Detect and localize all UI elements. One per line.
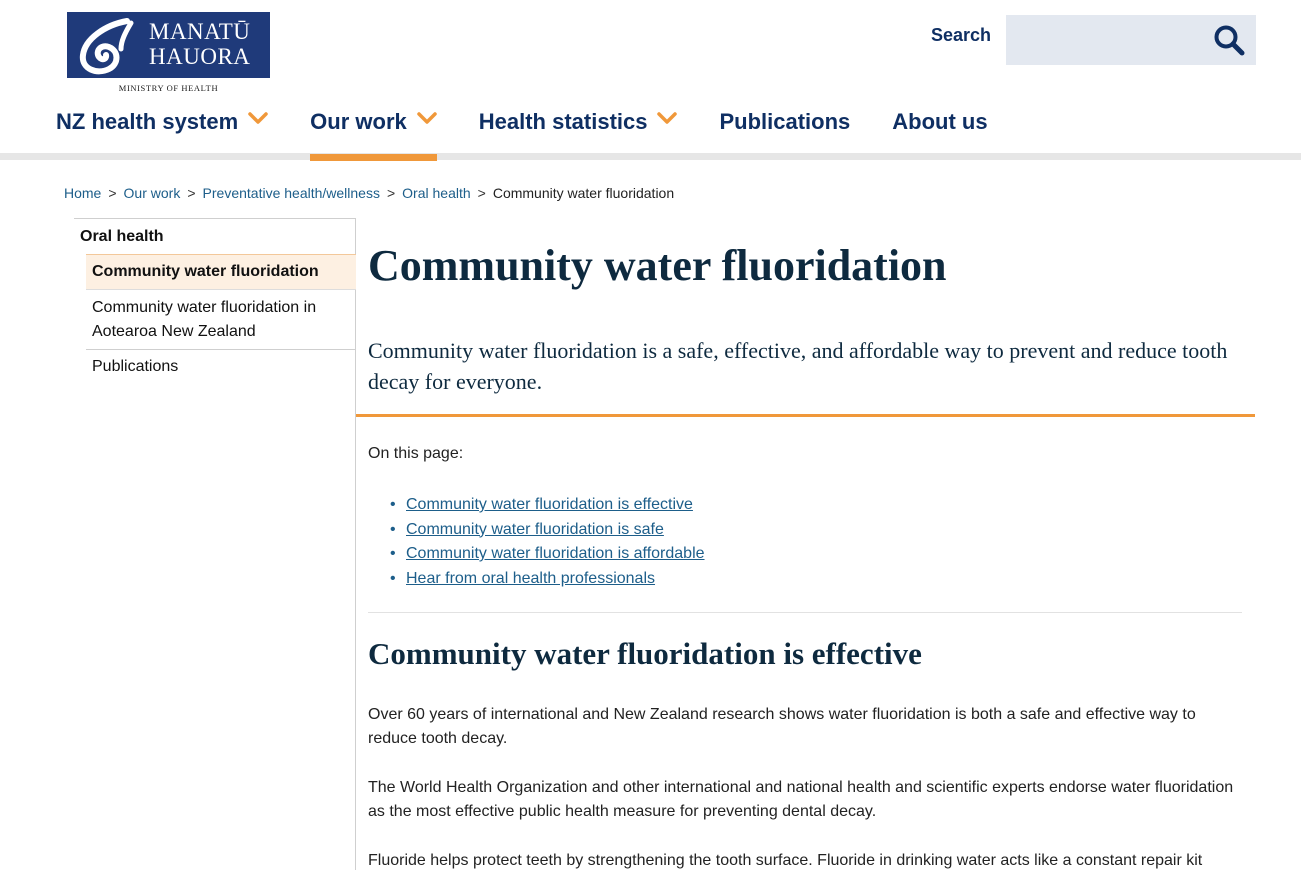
nav-item-label: Our work xyxy=(310,109,407,134)
chevron-down-icon xyxy=(417,111,437,125)
body-paragraph: The World Health Organization and other international and national health and scientific experts endorse water fluoridation as the most effective public health measure for preventing dental decay. xyxy=(368,779,1234,820)
chevron-down-icon xyxy=(248,111,268,125)
breadcrumb xyxy=(64,185,674,201)
toc-item xyxy=(388,542,705,567)
breadcrumb-our-work[interactable]: Our work xyxy=(123,185,181,201)
on-this-page-label: On this page: xyxy=(368,445,464,462)
search-button[interactable] xyxy=(1210,21,1248,59)
lead-divider xyxy=(356,414,1255,417)
search-icon xyxy=(1213,24,1245,56)
toc-item xyxy=(388,518,705,543)
toc-link-safe[interactable]: Community water fluoridation is safe xyxy=(406,520,664,538)
toc-item xyxy=(388,567,705,592)
sidebar-item-community-water-fluoridation[interactable]: Community water fluoridation xyxy=(86,254,356,290)
breadcrumb-separator: > xyxy=(108,185,117,201)
page-title: Community water fluoridation xyxy=(368,241,947,290)
search-input[interactable] xyxy=(1006,15,1206,65)
nav-item-our-work[interactable] xyxy=(310,105,437,161)
sidebar-item-fluoridation-aotearoa[interactable]: Community water fluoridation in Aotearoa New Zealand xyxy=(86,296,356,350)
sidebar-title[interactable]: Oral health xyxy=(80,228,164,245)
breadcrumb-preventative-health[interactable]: Preventative health/wellness xyxy=(202,185,380,201)
toc-link-effective[interactable]: Community water fluoridation is effective xyxy=(406,496,693,513)
search-label: Search xyxy=(931,25,992,45)
koru-logo-icon xyxy=(75,17,143,75)
nav-item-health-statistics[interactable] xyxy=(479,105,678,161)
breadcrumb-home[interactable]: Home xyxy=(64,185,102,201)
toc-link-affordable[interactable]: Community water fluoridation is affordable xyxy=(406,545,705,562)
logo-line-1: MANATŪ xyxy=(149,19,251,44)
body-paragraph: Over 60 years of international and New Zealand research shows water fluoridation is both a safe and effective way to reduce tooth decay. xyxy=(368,706,1196,747)
lead-paragraph: Community water fluoridation is a safe, effective, and affordable way to prevent and reduce tooth decay for everyone. xyxy=(368,338,1228,394)
nav-item-about-us[interactable] xyxy=(892,105,987,161)
nav-item-label: NZ health system xyxy=(56,109,239,134)
nav-item-nz-health-system[interactable] xyxy=(56,105,268,161)
logo-text xyxy=(149,19,250,69)
nav-item-label: About us xyxy=(892,109,988,134)
breadcrumb-separator: > xyxy=(386,185,396,201)
breadcrumb-current: Community water fluoridation xyxy=(492,185,675,201)
nav-item-label: Publications xyxy=(719,109,851,134)
breadcrumb-oral-health[interactable]: Oral health xyxy=(402,185,471,201)
site-logo[interactable] xyxy=(67,12,270,78)
nav-item-label: Health statistics xyxy=(478,109,648,134)
toc-link-professionals[interactable]: Hear from oral health professionals xyxy=(406,569,656,587)
on-this-page-list xyxy=(388,493,705,591)
chevron-down-icon xyxy=(657,111,677,125)
logo-line-2: HAUORA xyxy=(149,44,251,69)
section-heading: Community water fluoridation is effective xyxy=(368,636,922,671)
main-nav xyxy=(56,105,988,161)
breadcrumb-separator: > xyxy=(187,185,196,201)
sidebar-item-publications[interactable]: Publications xyxy=(92,358,179,375)
body-paragraph: Fluoride helps protect teeth by strengthening the tooth surface. Fluoride in drinking water acts like a constant repair kit xyxy=(368,852,1203,869)
breadcrumb-separator: > xyxy=(477,185,486,201)
nav-item-publications[interactable] xyxy=(719,105,850,161)
toc-item xyxy=(388,493,705,518)
search-box xyxy=(1006,15,1256,65)
toc-divider xyxy=(368,612,1242,613)
sidebar-nav xyxy=(74,218,356,870)
logo-subtitle: MINISTRY OF HEALTH xyxy=(118,83,219,93)
